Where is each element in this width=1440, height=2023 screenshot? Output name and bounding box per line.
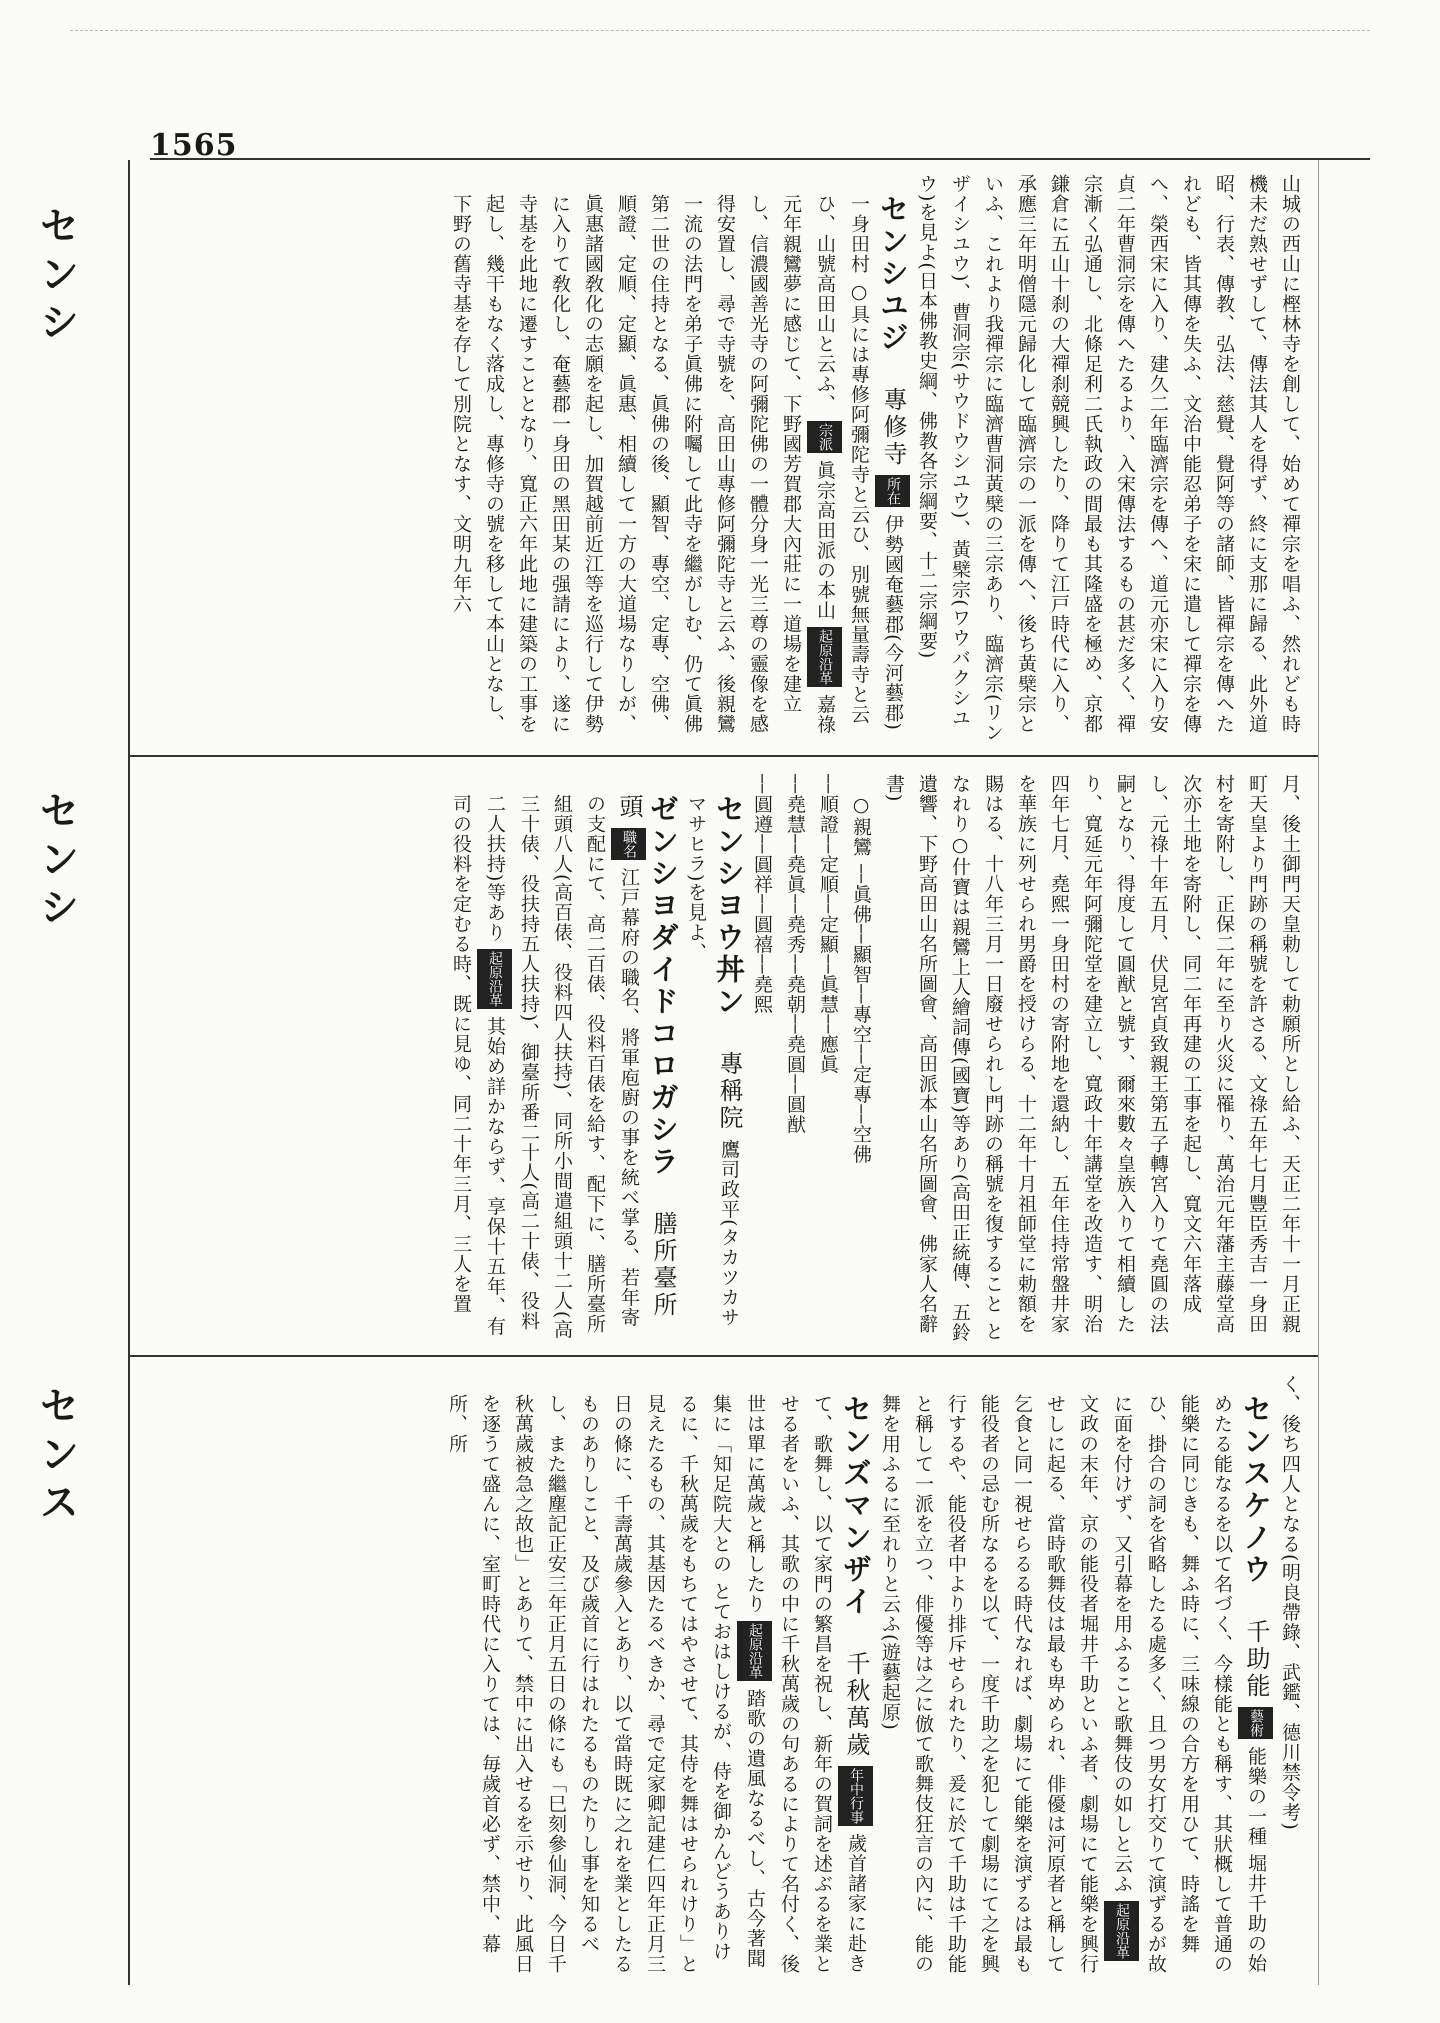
headword-senshuji: センシユジ — [876, 194, 910, 354]
headword-senzumanzai: センズマンザイ — [839, 1394, 873, 1618]
lineage-name: 順證 — [817, 794, 839, 835]
tag-origin: 起原沿革 — [807, 627, 842, 687]
lineage-name: 專空 — [850, 1004, 872, 1045]
lineage-name: 圓禧 — [751, 914, 773, 955]
lineage-head: ○親鸞 — [850, 794, 872, 857]
senshuji-location-text: 伊勢國奄藝郡(今河藝郡)一身田村 ○具には專修阿彌陀寺と云ひ、別號無量壽寺と云ひ、山號高田山と云ふ、 — [814, 194, 904, 731]
headword-senshoin: センシヨウ丼ン — [712, 794, 746, 1018]
tag-origin: 起原沿革 — [477, 949, 512, 1009]
entry-senshuji — [444, 194, 910, 745]
section-3-text — [138, 1374, 1306, 1975]
entry-zensho-daidokoro — [444, 794, 679, 1345]
sensukenou-text: 能樂の一種 堀井千助の始めたる能なるを以て名づく、今樣能とも稱す、其狀概して普通の能樂に同じきも、舞ふ時に、三味線の合方を用ひて、時謠を舞ひ、掛合の詞を省略したる處多く、且つ男女打交りて演ずるが故に面を付けず、又引幕を用ふること歌舞伎の如しと云ふ — [1111, 1394, 1267, 1974]
senshuji-origin-text: 嘉祿元年親鸞夢に感じて、下野國芳賀郡大內莊に一道場を建立し、信濃國善光寺の阿彌陀佛の一體分身一光三尊の靈像を感得安置し、尋で寺號を、高田山專修阿彌陀寺と云ふ、後親鸞一流の法門を弟子眞佛に附囑して此寺を繼がしむ、仍て眞佛第二世の住持となる、眞佛の後、顯智、專空、定專、空佛、順證、定順、定顯、眞惠、相續して一方の大道場なりしが、眞惠諸國敎化の志願を起し、加賀越前近江等を巡行して伊勢に入りて敎化し、奄藝郡一身田の黑田某の强請により、遂に寺基を此地に遷すこととなり、寬正六年此地に建築の工事を起し、幾干もなく落成し、專修寺の號を移して本山となし、下野の舊寺基を存して別院となす、文明九年六 — [450, 194, 836, 735]
lineage-name: 堯秀 — [784, 914, 806, 955]
lineage-name: 堯朝 — [784, 974, 806, 1015]
lineage-name: 堯熙 — [751, 974, 773, 1015]
lineage-name: 眞慧 — [817, 974, 839, 1015]
senzumanzai-text: 歲首諸家に赴きて、歌舞し、以て家門の繁昌を祝し、新年の賀詞を述ぶるを業とせる者をいふ、其歌の中に千秋萬歲の句あるによりて名付く、後世は單に萬歲と稱したり — [744, 1394, 867, 1974]
tag-arts: 藝術 — [1238, 1707, 1273, 1739]
side-label-1: センシ — [33, 205, 79, 349]
lineage-name: 定順 — [817, 854, 839, 895]
section-2-text — [138, 774, 1306, 1345]
side-label-3: センス — [33, 1385, 79, 1529]
lineage-name: 圓祥 — [751, 854, 773, 895]
section-1 — [130, 160, 1318, 757]
senshuji-continuation: 月、後土御門天皇勅して勅願所とし給ふ、天正二年十一月正親町天皇より門跡の稱號を許さる、文祿五年七月豐臣秀吉一身田村を寄附し、正保二年に至り火災に罹り、萬治元年藩主藤堂高次亦土地を寄附し、同二年再建の工事を起し、寬文六年落成し、元祿十年五月、伏見宮貞致親王第五子轉宮入りて堯圓の法嗣となり、得度して圓猷と號す、爾來數々皇族入りて相續したり、寬延元年阿彌陀堂を建立し、寬政十年講堂を改造す、明治四年七月、堯熙一身田村の寄附地を還納し、五年住持常盤井家を華族に列せられ男爵を授けらる、十二年十月祖師堂に勅額を賜はる、十八年三月一日廢せられし門跡の稱號を復すること となれり○什寶は親鸞上人繪詞傳(國寶)等あり(高田正統傳、五鈴遺響、下野高田山名所圖會、高田派本山名所圖會、佛家人名辭書) — [883, 774, 1301, 1343]
right-margin-rule — [1318, 160, 1319, 1985]
lineage-name: 圓猷 — [784, 1094, 806, 1135]
lineage-name: 定顯 — [817, 914, 839, 955]
lineage-name: 空佛 — [850, 1124, 872, 1165]
kanji-sensukenou: 千助能 — [1242, 1619, 1270, 1701]
zen-entry-continuation: 山城の西山に樫林寺を創して、始めて禪宗を唱ふ、然れども時機未だ熟せずして、傳法其人を得ず、終に支那に歸る、此外道昭、行表、傳教、弘法、慈覺、覺阿等の諸師、皆禪宗を傳へたれども、皆其傳を失ふ、文治中能忍弟子を宋に遣して禪宗を傳へ、榮西宋に入り、建久二年臨濟宗を傳へ、道元亦宋に入り安貞二年曹洞宗を傳へたるより、入宋傳法するもの甚だ多く、禪宗漸く弘通し、北條足利二氏執政の間最も其隆盛を極め、京都鎌倉に五山十刹の大禪刹競興したり、降りて江戸時代に入り、承應三年明僧隱元歸化して臨濟宗の一派を傳へ、後ち黃檗宗といふ、これより我禪宗に臨濟曹洞黃檗の三宗あり、臨濟宗(リンザイシユウ)、曹洞宗(サウドウシユウ)、黃檗宗(ワウバクシユウ)を見よ(日本佛教史綱、佛教各宗綱要、十二宗綱要) — [916, 174, 1301, 743]
lineage-row-4: ──圓遵──圓祥──圓禧──堯熙 — [751, 774, 773, 1015]
kanji-senshuji: 專修寺 — [879, 387, 907, 469]
lineage-row-3: ──堯慧──堯眞──堯秀──堯朝──堯圓──圓猷 — [784, 774, 806, 1135]
senshuji-sect-text: 眞宗高田派の本山 — [814, 460, 836, 621]
lineage-row-1: ──眞佛──顯智──專空──定專──空佛 — [850, 864, 872, 1165]
tag-location: 所在 — [875, 475, 910, 507]
sensukenou-origin: 文政の末年、京の能役者堀井千助といふ者、劇場にて能樂を興行せしに起る、當時歌舞伎は最も卑められ、俳優は河原者と稱して乞食と同一視せらるる時代なれば、劇場にて能樂を演ずるは最も能役者の忌む所なるを以て、一度千助之を犯して劇場にて之を興行するや、能役者中より排斥せられたり、爰に於て千助は千助能と稱して一派を立つ、俳優等は之に倣て歌舞伎狂言の內に、能の舞を用ふるに至れりと云ふ(遊藝起原) — [879, 1394, 1099, 1974]
senzumanzai-origin: 踏歌の遺風なるべし、古今著聞集に「知足院大との とておはしけるが、侍を御かんどうありけるに、千秋萬歲をもちてはやさせて、其侍を舞はせられけり」と見えたるもの、其基因たるべきか、尋で定家卿記建仁四年正月三日の條に、千壽萬歲參入とあり、以て當時既に之れを業としたるものありしこと、及び歲首に行はれたるものたりし事を知るべし、また繼塵記正安三年正月五日の條にも「巳刻參仙洞、今日千秋萬歲被急之故也」とありて、禁中に出入せるを示せり、此風日を逐うて盛んに、室町時代に入りては、毎歲首必ず、禁中、幕所、所 — [446, 1394, 766, 1974]
lineage-chart — [844, 794, 877, 1345]
lineage-name: 堯圓 — [784, 1034, 806, 1075]
tag-sect: 宗派 — [807, 421, 842, 453]
kanji-zensho-daidokoro: 膳所臺所頭 — [615, 794, 677, 1320]
lineage-row-2: ──順證──定順──定顯──眞慧──應眞 — [817, 774, 839, 1075]
kanji-senshoin: 專稱院 — [715, 1051, 743, 1133]
page-number: 1565 — [150, 128, 238, 163]
lineage-name: 圓遵 — [751, 794, 773, 835]
headword-sensukenou: センスケノウ — [1239, 1394, 1273, 1586]
lineage-name: 堯眞 — [784, 854, 806, 895]
dictionary-page — [130, 160, 1318, 1985]
lineage-name: 眞佛 — [850, 884, 872, 925]
tag-annual-event: 年中行事 — [838, 1766, 873, 1826]
tag-office: 職名 — [611, 828, 646, 860]
headword-zensho-daidokoro: ゼンシヨダイドコロガシラ — [646, 794, 680, 1178]
kanji-senzumanzai: 千秋萬歲 — [842, 1651, 870, 1760]
tag-origin: 起原沿革 — [737, 1621, 772, 1681]
lineage-name: 應眞 — [817, 1034, 839, 1075]
senshoin-text: 鷹司政平(タカツカサマサヒラ)を見よ、 — [685, 794, 740, 1328]
entry-senzumanzai — [440, 1394, 873, 1975]
zensho-continuation: く、後ち四人となる(明良帶錄、武鑑、德川禁令考) — [1279, 1374, 1301, 1831]
section-2 — [130, 760, 1318, 1357]
tag-origin: 起原沿革 — [1104, 1901, 1139, 1961]
lineage-name: 顯智 — [850, 944, 872, 985]
lineage-name: 定專 — [850, 1064, 872, 1105]
entry-senshoin — [679, 794, 745, 1345]
top-dashed-line — [70, 30, 1370, 32]
lineage-name: 堯慧 — [784, 794, 806, 835]
zensho-daidokoro-origin: 其始め詳かならず、享保十五年、有司の役料を定むる時、既に見ゆ、同二十年三月、三人を置 — [450, 794, 506, 1337]
entry-sensukenou — [873, 1394, 1273, 1975]
zensho-daidokoro-text: 江戸幕府の職名、將軍庖廚の事を統べ掌る、若年寄の支配にて、高二百俵、役料百俵を給す、配下に、膳所臺所組頭八人(高百俵、役料四人扶持)、同所小間遣組頭十二人(高三十俵、役扶持五人扶持)、御臺所番二十人(高二十俵、役料二人扶持)等あり — [484, 794, 640, 1340]
section-3 — [130, 1360, 1318, 1985]
section-1-text — [138, 174, 1306, 745]
side-label-2: センシ — [33, 790, 79, 934]
